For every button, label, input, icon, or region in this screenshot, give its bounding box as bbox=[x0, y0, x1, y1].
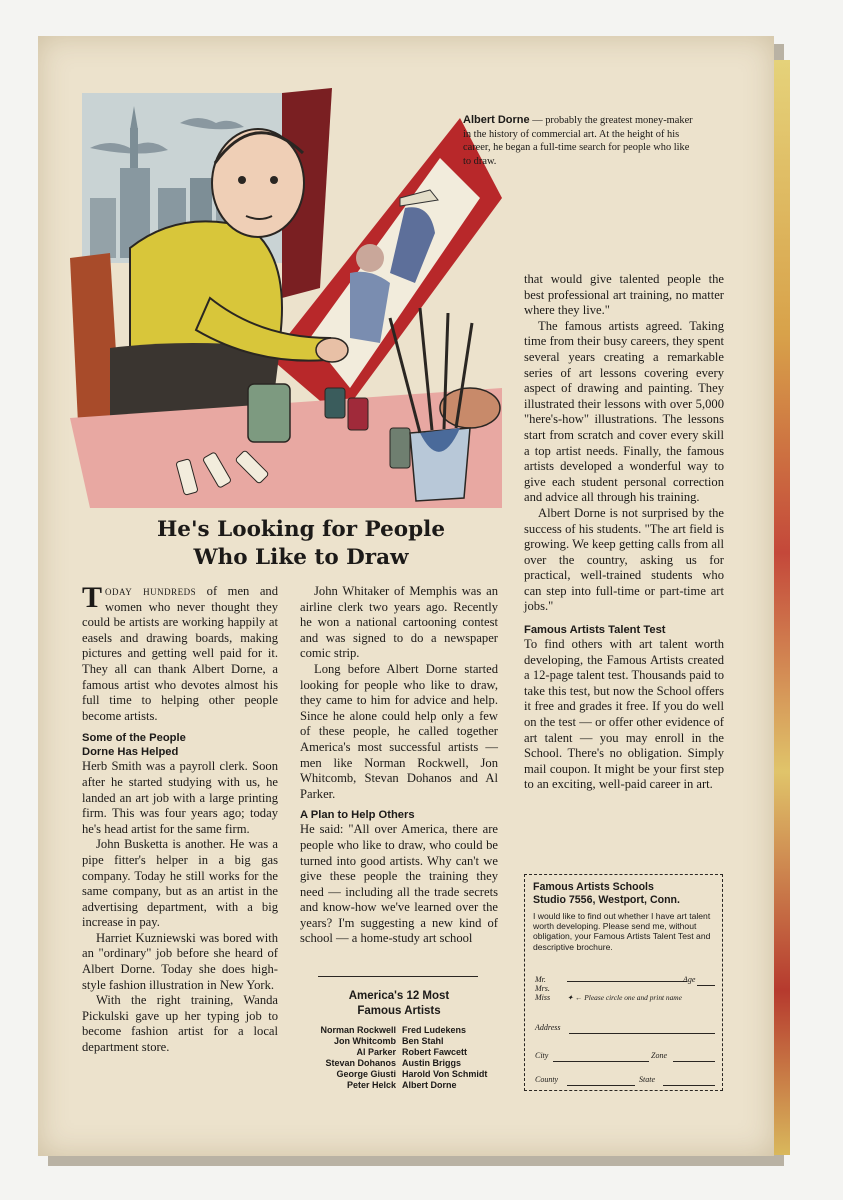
artist-name: Robert Fawcett bbox=[402, 1047, 468, 1057]
paragraph: John Busketta is another. He was a pipe fitter's helper in a big gas company. Today he still works for the same company, but as an artist in the advertising department, with a big increase in pay. bbox=[82, 837, 278, 930]
drop-cap: T bbox=[82, 581, 103, 614]
headline bbox=[112, 516, 490, 572]
age-line[interactable] bbox=[697, 985, 715, 986]
age-label: Age bbox=[683, 975, 696, 984]
zone-label: Zone bbox=[651, 1051, 667, 1060]
coupon-school: Famous Artists Schools bbox=[533, 881, 654, 893]
subheading bbox=[82, 731, 278, 759]
coupon-header bbox=[533, 881, 680, 907]
artist-name: Jon Whitcomb bbox=[334, 1036, 396, 1046]
caption-name: Albert Dorne bbox=[463, 114, 530, 126]
zone-line[interactable] bbox=[673, 1061, 715, 1062]
comic-page bbox=[38, 36, 774, 1156]
address-label: Address bbox=[535, 1023, 561, 1032]
artist-name: Albert Dorne bbox=[402, 1080, 457, 1090]
column-1 bbox=[82, 581, 278, 1056]
paragraph: He said: "All over America, there are people who like to draw, who could be turned into good artists. Why can't we give these people the training they need — including all the trade secrets and know-how we've learned over the years? I'm suggesting a new kind of school — a home-study art school bbox=[300, 822, 498, 946]
circle-note bbox=[567, 993, 682, 1002]
paragraph: Albert Dorne is not surprised by the success of his students. "The art field is growing. We keep getting calls from all over the country, asking us for practical, well-trained students who can step into full-time or part-time art jobs." bbox=[524, 505, 724, 614]
paragraph: Herb Smith was a payroll clerk. Soon after he started studying with us, he landed an art job with a large printing firm. This was four years ago; today he's head artist for the same firm. bbox=[82, 759, 278, 836]
artist-name: Austin Briggs bbox=[402, 1058, 462, 1068]
coupon-studio: Studio 7556, Westport, Conn. bbox=[533, 894, 680, 906]
artists-title-line: Famous Artists bbox=[357, 1005, 441, 1017]
subheading-line: Some of the People bbox=[82, 732, 186, 745]
state-line[interactable] bbox=[663, 1085, 715, 1086]
state-label: State bbox=[639, 1075, 655, 1084]
headline-line-1: He's Looking for People bbox=[156, 517, 446, 542]
paragraph: that would give talented people the best professional art training, no matter where they live." bbox=[524, 272, 724, 318]
artist-name: Fred Ludekens bbox=[402, 1025, 467, 1035]
artist-name: Harold Von Schmidt bbox=[402, 1069, 488, 1079]
artists-title-line: America's 12 Most bbox=[348, 990, 450, 1002]
city-label: City bbox=[535, 1051, 549, 1060]
coupon-text: I would like to find out whether I have art talent worth developing. Please send me, without obligation, your Famous Artists Talent Test and descriptive brochure. bbox=[533, 911, 711, 952]
artist-name: Ben Stahl bbox=[402, 1036, 444, 1046]
small-caps-lead: oday hundreds bbox=[105, 584, 197, 598]
salutation-options[interactable] bbox=[535, 975, 550, 1002]
column-2 bbox=[300, 584, 498, 947]
artist-name: George Giusti bbox=[336, 1069, 396, 1079]
arrow-left-icon: ✦ ← bbox=[567, 993, 583, 1002]
artist-name: Al Parker bbox=[356, 1047, 396, 1057]
address-line[interactable] bbox=[569, 1033, 715, 1034]
divider bbox=[318, 976, 478, 977]
caption bbox=[463, 114, 693, 168]
artist-name: Peter Helck bbox=[346, 1080, 396, 1090]
city-line[interactable] bbox=[553, 1061, 649, 1062]
paragraph: Harriet Kuzniewski was bored with an "ordinary" job before she heard of Albert Dorne. Today she does high-style fashion illustration in New York. bbox=[82, 930, 278, 992]
artist-illustration bbox=[70, 88, 502, 508]
artist-name: Norman Rockwell bbox=[320, 1025, 396, 1035]
county-line[interactable] bbox=[567, 1085, 635, 1086]
paragraph: Long before Albert Dorne started looking for people who like to draw, they came to him for advice and help. Since he alone could help only a few of these people, he called together America's most successful artists — men like Norman Rockwell, Jon Whitcomb, Stevan Dohanos and Al Parker. bbox=[300, 661, 498, 801]
caption-text: — probably the greatest money-maker in the history of commercial art. At the height of his career, he began a full-time search for people who like to draw. bbox=[463, 115, 693, 167]
paragraph: John Whitaker of Memphis was an airline clerk two years ago. Recently he won a national cartooning contest and was signed to do a newspaper comic strip. bbox=[300, 584, 498, 661]
paragraph: of men and women who never thought they could be artists are working happily at easels and drawing boards, making pictures and getting well paid for it. They all can thank Albert Dorne, a famous artist who devotes almost his full time to helping other people become artists. bbox=[82, 584, 278, 723]
mail-coupon[interactable] bbox=[524, 874, 723, 1091]
salutation-mr[interactable]: Mr. bbox=[535, 975, 546, 984]
salutation-miss[interactable]: Miss bbox=[535, 993, 551, 1002]
paragraph: To find others with art talent worth developing, the Famous Artists created a 12-page talent test. Thousands paid to take this test, but now the School offers it free and grades it free. If you do well on the test — or offer other evidence of art talent — you may enroll in the School. There's no obligation. Simply mail coupon. It might be your first step to an exciting, well-paid career in art. bbox=[524, 637, 724, 792]
artist-name: Stevan Dohanos bbox=[325, 1058, 396, 1068]
subheading: Famous Artists Talent Test bbox=[524, 624, 666, 637]
paragraph: With the right training, Wanda Pickulski gave up her typing job to become fashion artist for a local department store. bbox=[82, 993, 278, 1055]
subheading-line: Dorne Has Helped bbox=[82, 746, 179, 759]
salutation-mrs[interactable]: Mrs. bbox=[535, 984, 550, 993]
paragraph: The famous artists agreed. Taking time from their busy careers, they spent several years creating a remarkable series of art lessons covering every aspect of drawing and painting. They illustrated their lessons with over 5,000 "here's-how" illustrations. The lessons start from scratch and cover every skill a top artist needs. Finally, the famous artists developed a wonderful way to give each student personal correction and advice all through his training. bbox=[524, 318, 724, 505]
name-line[interactable] bbox=[567, 981, 687, 982]
circle-note-text: Please circle one and print name bbox=[584, 993, 682, 1002]
county-label: County bbox=[535, 1075, 559, 1084]
headline-line-2: Who Like to Draw bbox=[193, 545, 409, 570]
next-page-edge bbox=[772, 60, 790, 1155]
artists-list-title bbox=[300, 989, 498, 1019]
column-3 bbox=[524, 272, 724, 793]
subheading: A Plan to Help Others bbox=[300, 809, 415, 822]
